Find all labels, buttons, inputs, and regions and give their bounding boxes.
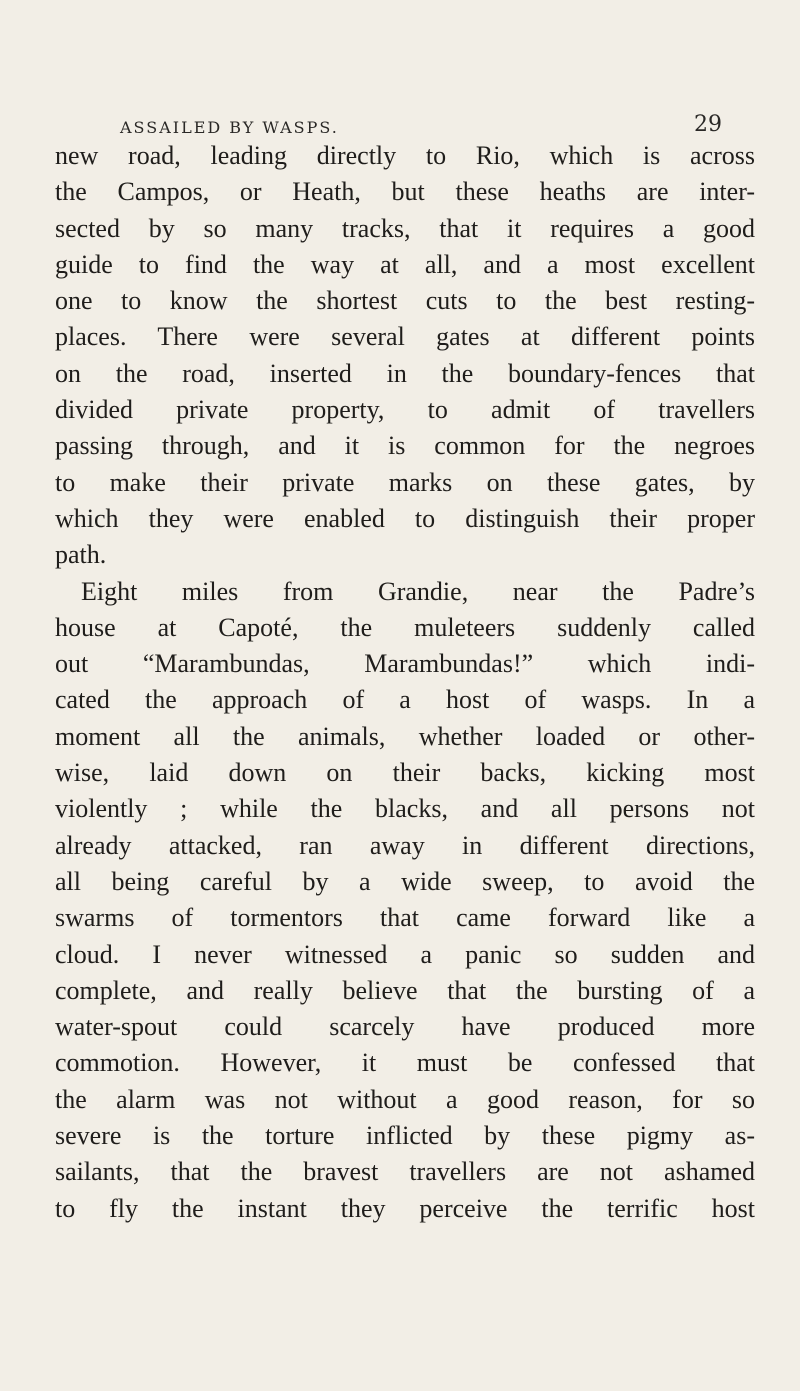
body-text [55, 138, 755, 1227]
text-line: severe is the torture inflicted by these pigmy as- [55, 1121, 755, 1151]
page-number: 29 [694, 112, 722, 137]
text-line: wise, laid down on their backs, kicking most [55, 758, 755, 788]
text-line: passing through, and it is common for the negroes [55, 431, 755, 461]
text-line: out “Marambundas, Marambundas!” which indi- [55, 649, 755, 679]
text-line: cated the approach of a host of wasps. In a [55, 685, 755, 715]
text-line: the alarm was not without a good reason, for so [55, 1084, 755, 1114]
text-line: to fly the instant they perceive the terrific host [55, 1193, 755, 1223]
text-line: moment all the animals, whether loaded or other- [55, 721, 755, 751]
text-line: sailants, that the bravest travellers are not ashamed [55, 1157, 755, 1187]
text-line: sected by so many tracks, that it requires a good [55, 213, 755, 243]
text-line: complete, and really believe that the bursting of a [55, 975, 755, 1005]
text-line: divided private property, to admit of travellers [55, 395, 755, 425]
text-line: Eight miles from Grandie, near the Padre’s [81, 576, 755, 606]
text-line: places. There were several gates at different points [55, 322, 755, 352]
text-line: guide to find the way at all, and a most excellent [55, 249, 755, 279]
text-line: violently ; while the blacks, and all persons not [55, 794, 755, 824]
text-line: cloud. I never witnessed a panic so sudden and [55, 939, 755, 969]
text-line: house at Capoté, the muleteers suddenly called [55, 612, 755, 642]
text-line: one to know the shortest cuts to the best resting- [55, 286, 755, 316]
text-line: path. [55, 540, 107, 570]
text-line: on the road, inserted in the boundary-fences that [55, 358, 755, 388]
text-line: commotion. However, it must be confessed that [55, 1048, 755, 1078]
text-line: new road, leading directly to Rio, which is across [55, 141, 755, 170]
text-line: to make their private marks on these gates, by [55, 467, 755, 497]
running-head: ASSAILED BY WASPS. [120, 118, 339, 137]
text-line: all being careful by a wide sweep, to avoid the [55, 866, 755, 896]
text-line: the Campos, or Heath, but these heaths are inter- [55, 177, 755, 207]
text-line: water-spout could scarcely have produced more [55, 1012, 755, 1042]
text-line: swarms of tormentors that came forward like a [55, 903, 755, 933]
text-line: already attacked, ran away in different directions, [55, 830, 755, 860]
text-line: which they were enabled to distinguish their proper [55, 503, 755, 533]
